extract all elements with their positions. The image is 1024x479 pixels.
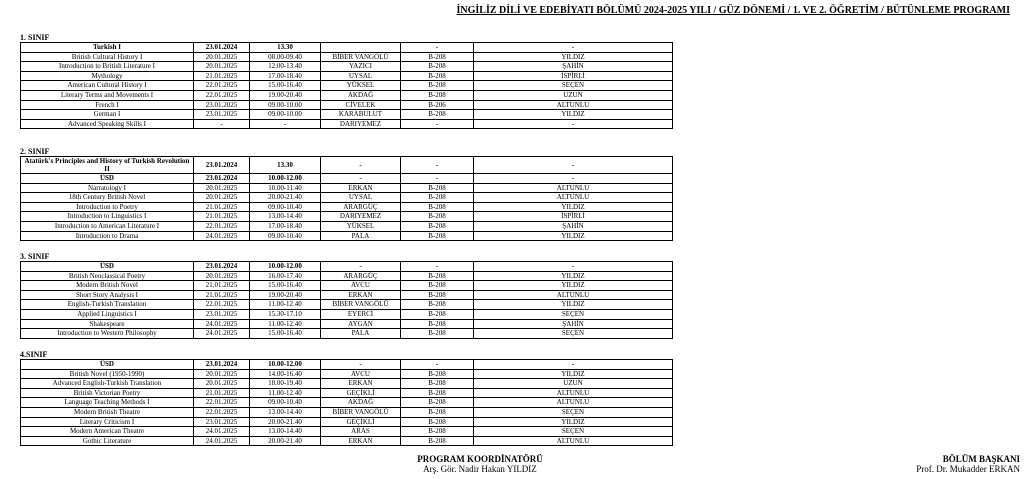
cell-instructor: ERKAN [321,183,401,193]
cell-observer: YILDIZ [474,300,673,310]
table-row [21,212,673,222]
cell-time: 15.00-16.40 [250,281,321,291]
cell-date: 20.01.2025 [194,62,250,72]
cell-course: British Victorian Poetry [21,388,194,398]
cell-course: ÜSD [21,174,194,184]
cell-course: ÜSD [21,360,194,370]
cell-date: 23.01.2025 [194,309,250,319]
cell-time: 10.00-12.00 [250,262,321,272]
cell-observer: ALTUNLU [474,388,673,398]
cell-time: 10.00-12.00 [250,174,321,184]
cell-date: 23.01.2024 [194,174,250,184]
head-title: BÖLÜM BAŞKANI [942,454,1020,464]
cell-date: 20.01.2025 [194,379,250,389]
cell-course: Gothic Literature [21,436,194,446]
cell-observer: - [474,157,673,174]
table-row [21,52,673,62]
cell-observer: SEÇEN [474,309,673,319]
cell-observer: - [474,174,673,184]
cell-time: 09.00-10.00 [250,100,321,110]
cell-observer: ALTUNLU [474,398,673,408]
cell-time: 20.00-21.40 [250,193,321,203]
cell-room: B-208 [401,71,474,81]
cell-date: 22.01.2025 [194,407,250,417]
cell-course: Introduction to British Literature I [21,62,194,72]
cell-observer: ALTUNLU [474,290,673,300]
cell-observer: YILDIZ [474,369,673,379]
cell-time: 08.00-09.40 [250,52,321,62]
cell-date: 20.01.2025 [194,193,250,203]
cell-date: 23.01.2025 [194,417,250,427]
cell-room: - [401,262,474,272]
cell-course: French I [21,100,194,110]
section-3-sinif [20,252,680,339]
cell-instructor: DARIYEMEZ [321,119,401,129]
cell-course: Mythology [21,71,194,81]
cell-course: Literary Criticism I [21,417,194,427]
cell-observer: YILDIZ [474,202,673,212]
cell-course: Advanced Speaking Skills I [21,119,194,129]
cell-room: B-208 [401,407,474,417]
cell-observer: - [474,360,673,370]
cell-room: B-208 [401,329,474,339]
schedule-table [20,42,673,129]
cell-course: Modern American Theatre [21,427,194,437]
cell-date: 23.01.2025 [194,100,250,110]
cell-observer: YILDIZ [474,110,673,120]
cell-room: - [401,174,474,184]
cell-date: 23.01.2024 [194,262,250,272]
cell-instructor: BİBER VANGÖLÜ [321,407,401,417]
cell-time: - [250,119,321,129]
cell-time: 15.00-16.40 [250,81,321,91]
cell-observer: - [474,262,673,272]
cell-time: 15.00-16.40 [250,329,321,339]
section-label: 2. SINIF [20,147,50,156]
cell-time: 16.00-17.40 [250,271,321,281]
cell-observer: SEÇEN [474,329,673,339]
section-label: 1. SINIF [20,33,50,42]
table-row [21,271,673,281]
cell-room: B-208 [401,52,474,62]
cell-time: 09.00-10.40 [250,398,321,408]
cell-date: 20.01.2025 [194,183,250,193]
cell-room: B-208 [401,231,474,241]
cell-observer: YILDIZ [474,52,673,62]
table-row [21,62,673,72]
cell-course: Introduction to Poetry [21,202,194,212]
cell-date: 24.01.2025 [194,427,250,437]
cell-course: Applied Linguistics I [21,309,194,319]
cell-instructor: KARABULUT [321,110,401,120]
cell-time: 19.00-20.40 [250,90,321,100]
cell-course: British Neoclassical Poetry [21,271,194,281]
cell-room: B-208 [401,398,474,408]
cell-date: 21.01.2025 [194,281,250,291]
cell-time: 13.30 [250,157,321,174]
table-row [21,300,673,310]
table-row [21,417,673,427]
cell-date: 22.01.2025 [194,81,250,91]
cell-room: B-208 [401,290,474,300]
cell-instructor: BİBER VANGÖLÜ [321,300,401,310]
cell-observer: - [474,43,673,53]
cell-observer: ALTUNLU [474,183,673,193]
cell-time: 09.00-10.40 [250,231,321,241]
table-row [21,290,673,300]
table-row [21,388,673,398]
cell-instructor: PALA [321,231,401,241]
cell-date: 22.01.2025 [194,300,250,310]
section-4-sinif [20,350,680,446]
cell-instructor: EYERCİ [321,309,401,319]
coordinator-title: PROGRAM KOORDİNATÖRÜ [417,454,543,464]
cell-room: B-208 [401,369,474,379]
cell-room: B-208 [401,436,474,446]
cell-room: B-208 [401,62,474,72]
table-row [21,379,673,389]
table-row [21,329,673,339]
cell-room: B-208 [401,81,474,91]
section-label: 4.SINIF [20,350,48,359]
table-row [21,193,673,203]
cell-instructor: AVCU [321,369,401,379]
cell-time: 13.00-14.40 [250,407,321,417]
cell-course: German I [21,110,194,120]
cell-observer: YILDIZ [474,281,673,291]
cell-instructor: GEÇİKLİ [321,388,401,398]
table-row [21,407,673,417]
cell-room: - [401,360,474,370]
cell-observer: UZUN [474,379,673,389]
schedule-table [20,261,673,339]
table-row [21,119,673,129]
cell-course: Atatürk's Principles and History of Turkish Revolution II [21,157,194,174]
table-row [21,174,673,184]
section-label: 3. SINIF [20,252,50,261]
cell-instructor: - [321,360,401,370]
cell-course: British Novel (1950-1990) [21,369,194,379]
cell-time: 17.00-18.40 [250,71,321,81]
cell-room: B-208 [401,271,474,281]
cell-instructor: CİVELEK [321,100,401,110]
cell-time: 20.00-21.40 [250,436,321,446]
cell-course: English-Turkish Translation [21,300,194,310]
cell-time: 11.00-12.40 [250,319,321,329]
cell-observer: YILDIZ [474,231,673,241]
cell-course: Literary Terms and Movements I [21,90,194,100]
cell-room: B-208 [401,300,474,310]
table-row [21,81,673,91]
cell-instructor: ARAS [321,427,401,437]
cell-observer: YILDIZ [474,417,673,427]
table-row [21,202,673,212]
cell-course: Modern British Novel [21,281,194,291]
cell-observer: - [474,119,673,129]
cell-date: 24.01.2025 [194,329,250,339]
table-row [21,157,673,174]
cell-time: 17.00-18.40 [250,221,321,231]
cell-course: ÜSD [21,262,194,272]
cell-time: 13.00-14.40 [250,427,321,437]
cell-course: Short Story Analysis I [21,290,194,300]
cell-course: British Cultural History I [21,52,194,62]
cell-course: Language Teaching Methods I [21,398,194,408]
department-head [880,454,1020,474]
cell-instructor: ARARGÜÇ [321,271,401,281]
head-name: Prof. Dr. Mukadder ERKAN [916,464,1020,474]
cell-instructor: AKDAĞ [321,398,401,408]
table-row [21,262,673,272]
cell-instructor: DARIYEMEZ [321,212,401,222]
cell-time: 15.30-17.10 [250,309,321,319]
cell-date: 23.01.2024 [194,157,250,174]
section-1-sinif [20,33,680,129]
cell-date: 20.01.2025 [194,369,250,379]
section-2-sinif [20,147,680,241]
cell-date: 24.01.2025 [194,319,250,329]
cell-instructor: ERKAN [321,379,401,389]
cell-time: 09.00-10.00 [250,110,321,120]
cell-instructor: BİBER VANGÖLÜ [321,52,401,62]
table-row [21,309,673,319]
cell-room: B-208 [401,193,474,203]
cell-instructor: UYSAL [321,71,401,81]
cell-date: 21.01.2025 [194,71,250,81]
cell-instructor: AYGAN [321,319,401,329]
cell-observer: İSPİRLİ [474,212,673,222]
cell-course: Advanced English-Turkish Translation [21,379,194,389]
cell-date: 23.01.2024 [194,43,250,53]
cell-date: 23.01.2025 [194,110,250,120]
cell-instructor [321,43,401,53]
cell-time: 10.00-11.40 [250,183,321,193]
cell-room: B-208 [401,417,474,427]
cell-time: 20.00-21.40 [250,417,321,427]
cell-observer: ŞAHİN [474,221,673,231]
cell-time: 09.00-10.40 [250,202,321,212]
cell-observer: ŞAHİN [474,319,673,329]
cell-date: - [194,119,250,129]
cell-date: 22.01.2025 [194,398,250,408]
cell-date: 21.01.2025 [194,388,250,398]
table-row [21,183,673,193]
cell-date: 24.01.2025 [194,231,250,241]
cell-time: 18.00-19.40 [250,379,321,389]
cell-time: 11.00-12.40 [250,388,321,398]
cell-room: - [401,119,474,129]
table-row [21,43,673,53]
cell-room: B-206 [401,100,474,110]
cell-time: 10.00-12.00 [250,360,321,370]
table-row [21,360,673,370]
cell-instructor: GEÇİKLİ [321,417,401,427]
cell-date: 22.01.2025 [194,221,250,231]
cell-room: B-208 [401,183,474,193]
cell-room: B-208 [401,427,474,437]
cell-date: 20.01.2025 [194,52,250,62]
cell-observer: SEÇEN [474,407,673,417]
cell-date: 23.01.2024 [194,360,250,370]
cell-course: Shakespeare [21,319,194,329]
cell-room: B-208 [401,221,474,231]
cell-date: 20.01.2025 [194,271,250,281]
table-row [21,90,673,100]
cell-instructor: - [321,174,401,184]
schedule-table [20,156,673,241]
table-row [21,319,673,329]
cell-room: B-208 [401,212,474,222]
cell-room: B-208 [401,388,474,398]
cell-instructor: YÜKSEL [321,81,401,91]
cell-room: B-208 [401,202,474,212]
table-row [21,100,673,110]
cell-date: 21.01.2025 [194,212,250,222]
cell-observer: ALTUNLU [474,193,673,203]
cell-time: 13.00-14.40 [250,212,321,222]
cell-course: 18th Century British Novel [21,193,194,203]
cell-instructor: AVCU [321,281,401,291]
cell-instructor: UYSAL [321,193,401,203]
cell-observer: SEÇEN [474,81,673,91]
page-title: İNGİLİZ DİLİ VE EDEBİYATI BÖLÜMÜ 2024-2025 YILI / GÜZ DÖNEMİ / 1. VE 2. ÖĞRETİM / BÜTÜNLEME PROGRAMI [456,5,1010,16]
cell-time: 13.30 [250,43,321,53]
cell-course: American Cultural History I [21,81,194,91]
cell-observer: ŞAHİN [474,62,673,72]
cell-course: Introduction to American Literature I [21,221,194,231]
cell-instructor: ERKAN [321,290,401,300]
cell-time: 14.00-16.40 [250,369,321,379]
cell-room: B-208 [401,90,474,100]
cell-observer: İSPİRLİ [474,71,673,81]
cell-course: Introduction to Western Philosophy [21,329,194,339]
cell-room: B-208 [401,281,474,291]
cell-course: Narratology I [21,183,194,193]
cell-instructor: ARARGÜÇ [321,202,401,212]
table-row [21,436,673,446]
cell-instructor: PALA [321,329,401,339]
cell-time: 12.00-13.40 [250,62,321,72]
cell-room: - [401,157,474,174]
cell-observer: ALTUNLU [474,100,673,110]
table-row [21,427,673,437]
table-row [21,369,673,379]
cell-course: Turkish I [21,43,194,53]
cell-instructor: ERKAN [321,436,401,446]
table-row [21,71,673,81]
cell-room: B-208 [401,110,474,120]
cell-room: - [401,43,474,53]
cell-observer: UZUN [474,90,673,100]
cell-course: Introduction to Drama [21,231,194,241]
cell-observer: ALTUNLU [474,436,673,446]
cell-observer: SEÇEN [474,427,673,437]
table-row [21,221,673,231]
cell-instructor: - [321,157,401,174]
schedule-table [20,359,673,446]
cell-room: B-208 [401,319,474,329]
cell-date: 21.01.2025 [194,290,250,300]
program-coordinator [340,454,620,474]
cell-instructor: AKDAĞ [321,90,401,100]
table-row [21,398,673,408]
cell-instructor: YAZICI [321,62,401,72]
cell-room: B-208 [401,309,474,319]
cell-time: 11.00-12.40 [250,300,321,310]
cell-observer: YILDIZ [474,271,673,281]
cell-instructor: YÜKSEL [321,221,401,231]
coordinator-name: Arş. Gör. Nadir Hakan YILDIZ [423,464,537,474]
cell-room: B-208 [401,379,474,389]
cell-course: Modern British Theatre [21,407,194,417]
table-row [21,231,673,241]
table-row [21,110,673,120]
table-row [21,281,673,291]
cell-date: 24.01.2025 [194,436,250,446]
cell-course: Introduction to Linguistics I [21,212,194,222]
cell-time: 19.00-20.40 [250,290,321,300]
cell-instructor: - [321,262,401,272]
cell-date: 22.01.2025 [194,90,250,100]
cell-date: 21.01.2025 [194,202,250,212]
